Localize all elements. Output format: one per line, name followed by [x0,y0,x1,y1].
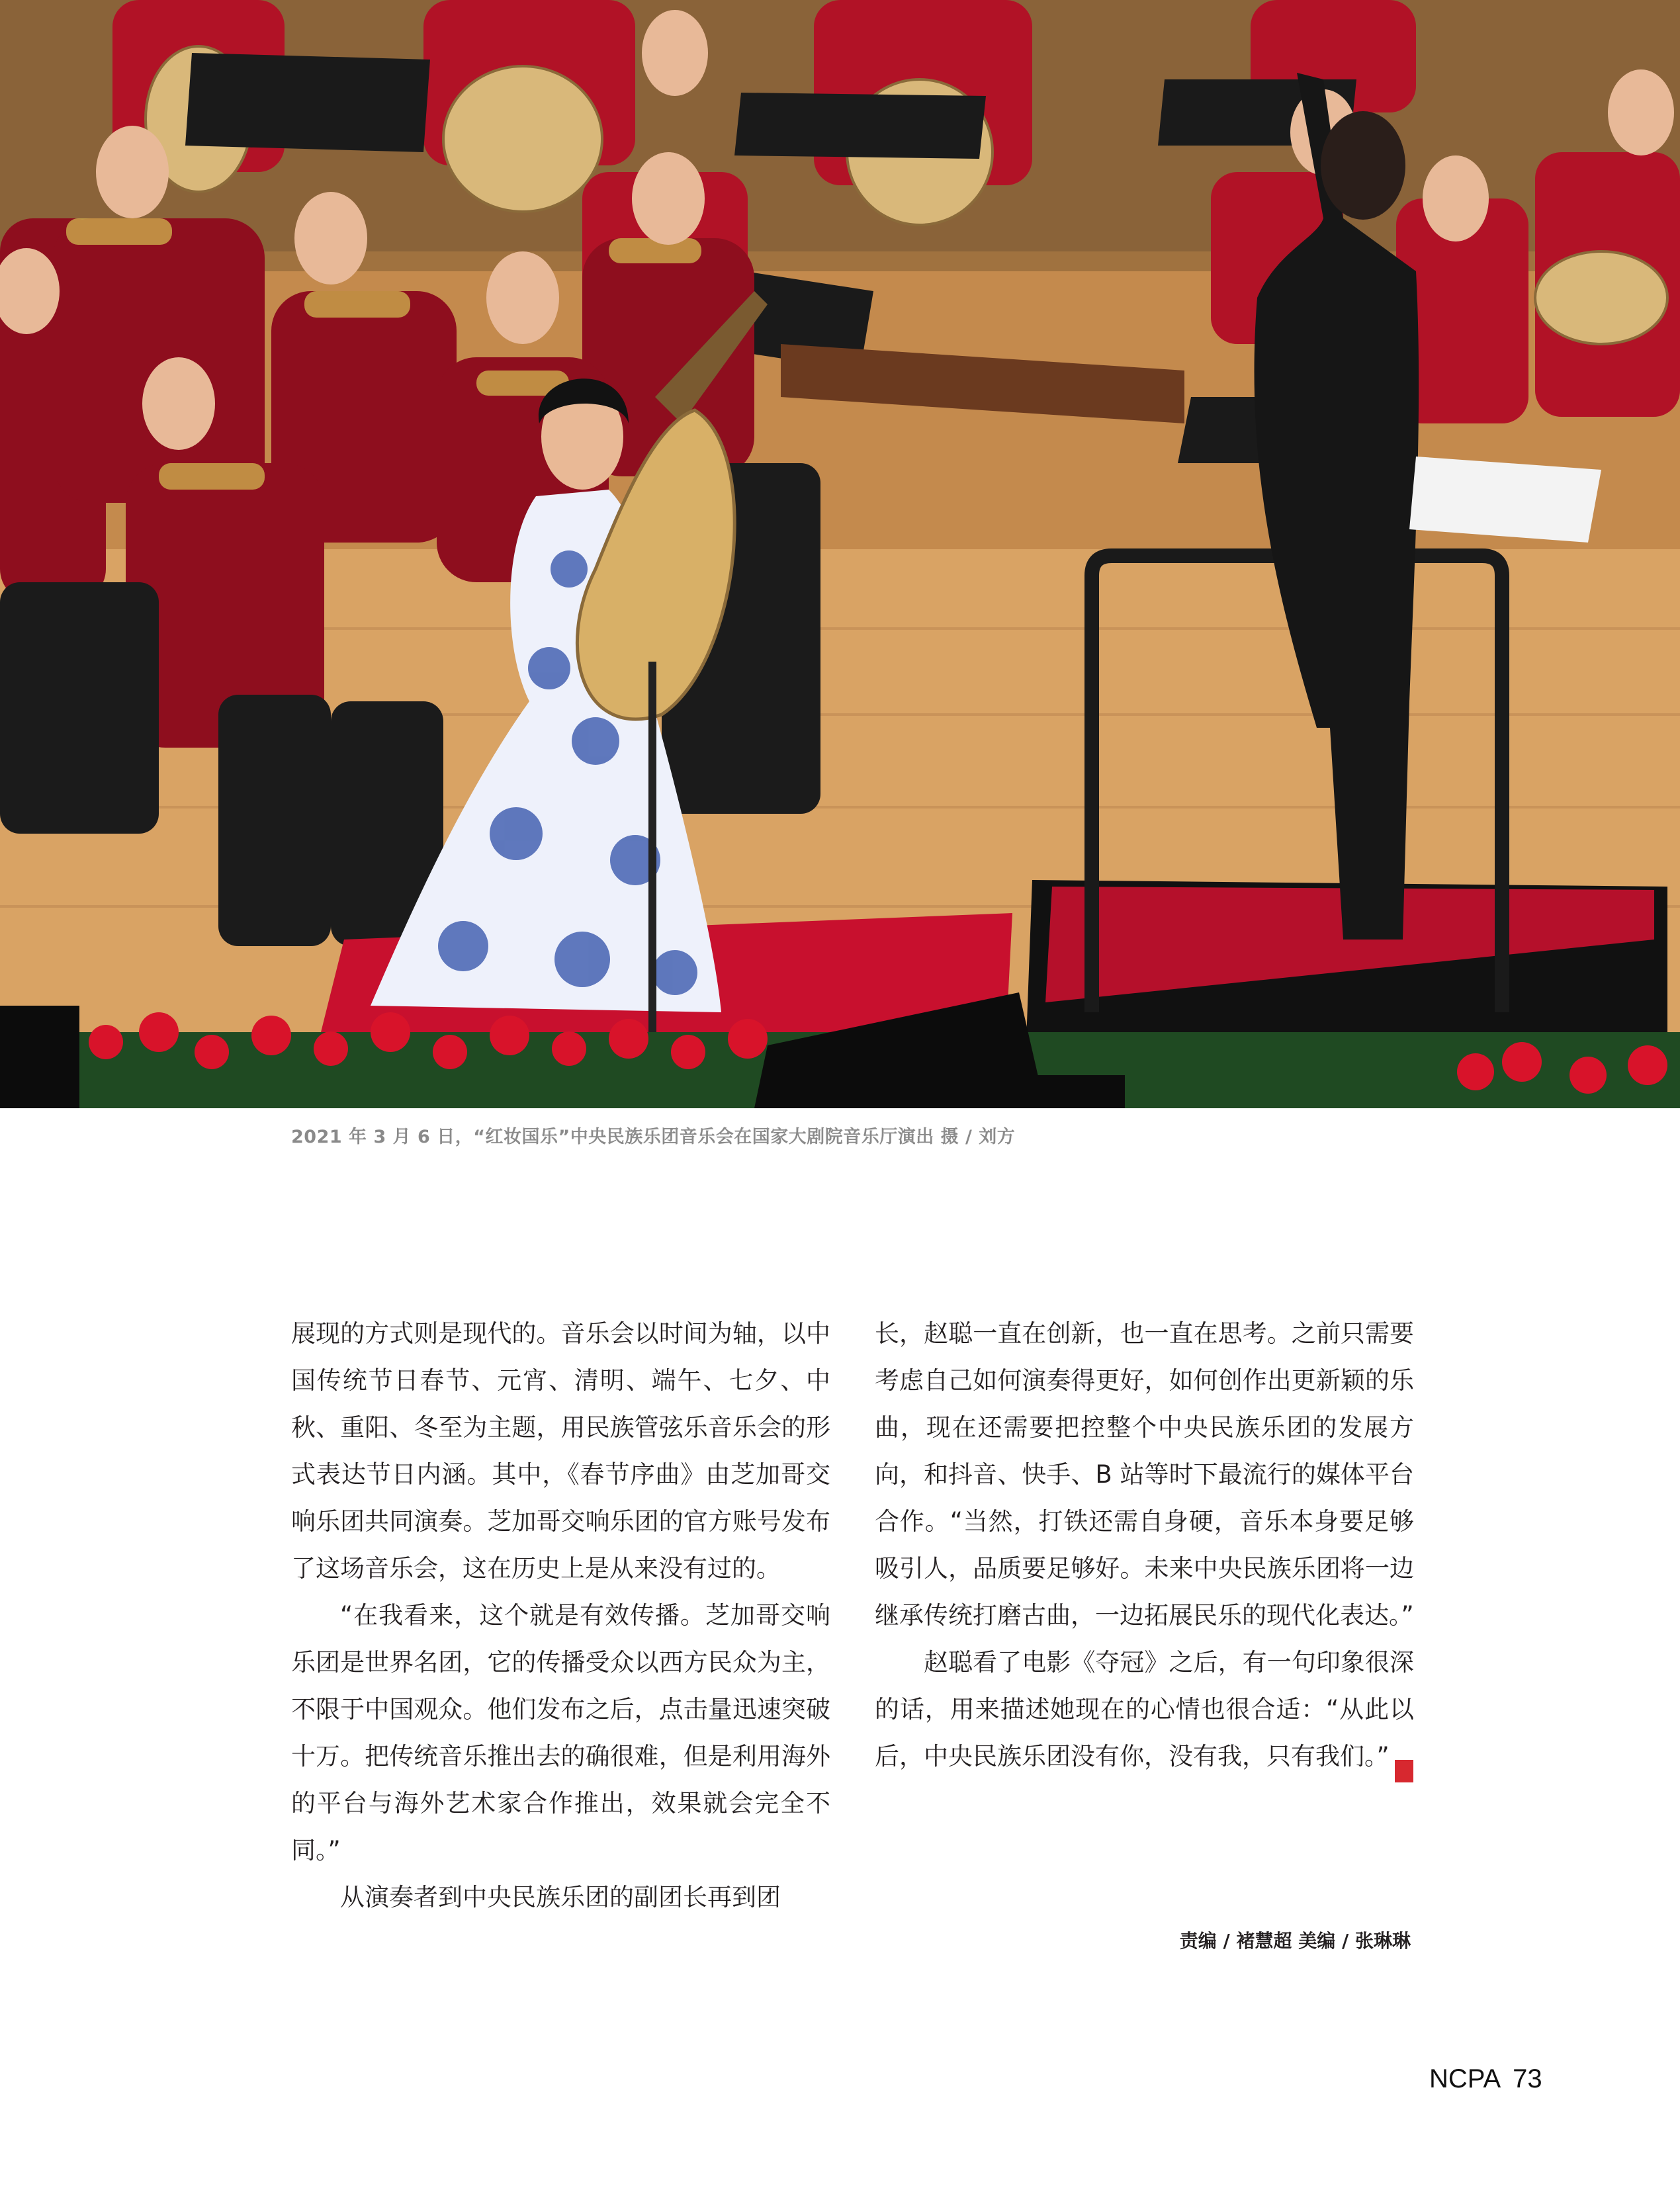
paragraph: 从演奏者到中央民族乐团的副团长再到团 [340,1883,781,1911]
paragraph: 展现的方式则是现代的。音乐会以时间为轴，以中国传统节日春节、元宵、清明、端午、七夕、中秋、重阳、冬至为主题，用民族管弦乐音乐会的形式表达节日内涵。其中，《春节序曲》由芝加哥交响乐团共同演奏。芝加哥交响乐团的官方账号发布了这场音乐会，这在历史上是从来没有过的。 [291,1319,830,1583]
paragraph-text: 赵聪看了电影《夺冠》之后，有一句印象很深的话，用来描述她现在的心情也很合适：“从此以后，中央民族乐团没有你，没有我，只有我们。” [875,1648,1414,1771]
page-number: 73 [1513,2064,1542,2093]
page-footer [1429,2064,1554,2094]
editor-credits: 责编 / 褚慧超 美编 / 张琳琳 [1179,1930,1411,1952]
article-left-column [291,1310,830,1921]
paragraph: “在我看来，这个就是有效传播。芝加哥交响乐团是世界名团，它的传播受众以西方民众为主，不限于中国观众。他们发布之后，点击量迅速突破十万。把传统音乐推出去的确很难，但是利用海外的平台与海外艺术家合作推出，效果就会完全不同。” [291,1601,830,1864]
ncpa-end-mark-icon: NCPA [1395,1760,1413,1782]
paragraph: 长，赵聪一直在创新，也一直在思考。之前只需要考虑自己如何演奏得更好，如何创作出更新颖的乐曲，现在还需要把控整个中央民族乐团的发展方向，和抖音、快手、B 站等时下最流行的媒体平台合作。“当然，打铁还需自身硬，音乐本身要足够吸引人，品质要足够好。未来中央民族乐团将一边继承传统打磨古曲，一边拓展民乐的现代化表达。” [875,1319,1414,1630]
paragraph-with-end-mark [875,1639,1462,1782]
magazine-name: NCPA [1429,2064,1501,2093]
photo-caption: 2021 年 3 月 6 日，“红妆国乐”中央民族乐团音乐会在国家大剧院音乐厅演出 摄 / 刘方 [291,1127,1016,1147]
article-right-column [875,1310,1462,1782]
